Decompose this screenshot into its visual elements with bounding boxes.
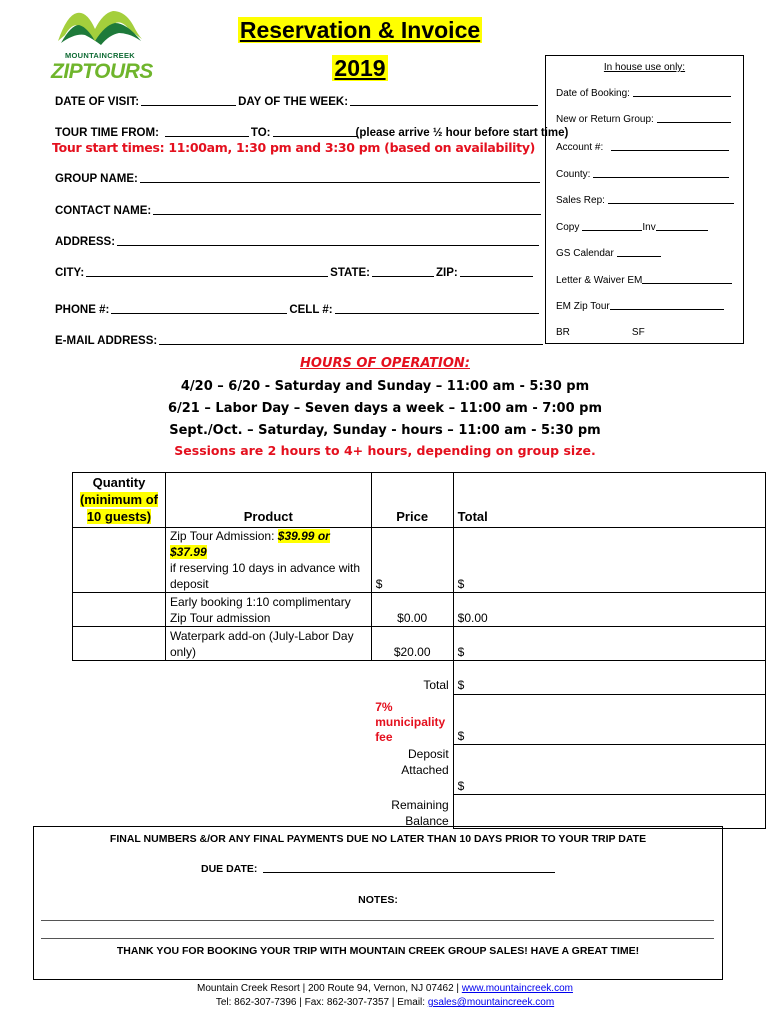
website-link[interactable]: www.mountaincreek.com bbox=[461, 983, 573, 994]
email-link[interactable]: gsales@mountaincreek.com bbox=[427, 997, 555, 1008]
new-or-return-field[interactable]: New or Return Group: bbox=[556, 113, 731, 125]
notes-line-1[interactable] bbox=[41, 920, 714, 921]
notes-line-2[interactable] bbox=[41, 938, 714, 939]
notes-label: NOTES: bbox=[358, 894, 398, 906]
date-of-booking-field[interactable]: Date of Booking: bbox=[556, 87, 731, 99]
product-table bbox=[72, 472, 766, 829]
county-field[interactable]: County: bbox=[556, 168, 729, 180]
address-field[interactable]: ADDRESS: bbox=[55, 235, 541, 248]
quantity-cell[interactable] bbox=[73, 593, 166, 627]
logo-brand-line: MOUNTAINCREEK bbox=[64, 51, 135, 60]
contact-name-field[interactable]: CONTACT NAME: bbox=[55, 204, 543, 217]
account-field[interactable]: Account #: bbox=[556, 141, 729, 153]
mountain-logo-icon bbox=[55, 5, 145, 47]
logo bbox=[51, 5, 153, 87]
total-cell[interactable]: $ bbox=[453, 528, 765, 593]
summary-remaining-value[interactable] bbox=[453, 795, 765, 829]
price-cell: $20.00 bbox=[371, 627, 453, 661]
table-header-row bbox=[73, 473, 766, 528]
product-header: Product bbox=[165, 473, 371, 528]
logo-product-line: ZIPTOURS bbox=[51, 60, 153, 83]
zip-tour-price-highlight: $39.99 or $37.99 bbox=[169, 529, 330, 559]
summary-fee-label: 7% municipality fee bbox=[375, 699, 446, 744]
summary-remaining-row bbox=[73, 795, 766, 829]
em-zip-tour-field[interactable]: EM Zip Tour bbox=[556, 300, 724, 312]
sales-rep-field[interactable]: Sales Rep: bbox=[556, 194, 734, 206]
final-info-box bbox=[33, 826, 723, 980]
final-numbers-note: FINAL NUMBERS &/OR ANY FINAL PAYMENTS DUE NO LATER THAN 10 DAYS PRIOR TO YOUR TRIP DATE bbox=[109, 833, 647, 845]
summary-total-value[interactable]: $ bbox=[453, 661, 765, 695]
copy-inv-field[interactable]: Copy Inv bbox=[556, 221, 708, 233]
summary-fee-row bbox=[73, 695, 766, 745]
hours-heading: HOURS OF OPERATION: bbox=[300, 356, 470, 371]
title-year: 2019 bbox=[334, 55, 386, 81]
group-name-field[interactable]: GROUP NAME: bbox=[55, 172, 542, 185]
title-line-1: Reservation & Invoice bbox=[239, 17, 481, 43]
footer-contact: Tel: 862-307-7396 | Fax: 862-307-7357 | Email: gsales@mountaincreek.com bbox=[215, 997, 555, 1008]
br-sf-row: BR SF bbox=[556, 327, 645, 338]
quantity-header: Quantity (minimum of 10 guests) bbox=[73, 473, 166, 528]
summary-total-label: Total bbox=[423, 678, 449, 692]
table-row bbox=[73, 528, 766, 593]
city-state-zip-field[interactable]: CITY: STATE: ZIP: bbox=[55, 266, 535, 279]
gs-calendar-field[interactable]: GS Calendar bbox=[556, 247, 661, 259]
letter-waiver-field[interactable]: Letter & Waiver EM bbox=[556, 274, 732, 286]
summary-deposit-value[interactable]: $ bbox=[453, 745, 765, 795]
summary-total-row bbox=[73, 661, 766, 695]
summary-fee-value[interactable]: $ bbox=[453, 695, 765, 745]
tour-time-field[interactable]: TOUR TIME FROM: TO: (please arrive ½ hour before start time) bbox=[55, 127, 569, 139]
due-date-field[interactable]: DUE DATE: bbox=[201, 863, 555, 875]
total-header: Total bbox=[453, 473, 765, 528]
product-cell: Waterpark add-on (July-Labor Day only) bbox=[165, 627, 371, 661]
document-title bbox=[230, 14, 490, 84]
price-cell: $0.00 bbox=[371, 593, 453, 627]
date-of-visit-field[interactable]: DATE OF VISIT: DAY OF THE WEEK: bbox=[55, 95, 540, 108]
quantity-cell[interactable] bbox=[73, 627, 166, 661]
thank-you-message: THANK YOU FOR BOOKING YOUR TRIP WITH MOUNTAIN CREEK GROUP SALES! HAVE A GREAT TIME! bbox=[116, 945, 640, 957]
table-row bbox=[73, 627, 766, 661]
summary-remaining-label: Remaining Balance bbox=[391, 797, 449, 828]
footer-address: Mountain Creek Resort | 200 Route 94, Vernon, NJ 07462 | www.mountaincreek.com bbox=[197, 983, 573, 994]
total-cell[interactable]: $ bbox=[453, 627, 765, 661]
total-cell[interactable]: $0.00 bbox=[453, 593, 765, 627]
hours-line-1: 4/20 – 6/20 - Saturday and Sunday – 11:00 am - 5:30 pm bbox=[180, 379, 590, 394]
table-row bbox=[73, 593, 766, 627]
hours-line-2: 6/21 – Labor Day – Seven days a week – 11:00 am - 7:00 pm bbox=[167, 401, 603, 416]
email-field[interactable]: E-MAIL ADDRESS: bbox=[55, 334, 545, 347]
product-cell: Zip Tour Admission: $39.99 or $37.99 if reserving 10 days in advance with deposit bbox=[165, 528, 371, 593]
quantity-cell[interactable] bbox=[73, 528, 166, 593]
phone-cell-field[interactable]: PHONE #: CELL #: bbox=[55, 303, 541, 316]
tour-start-times: Tour start times: 11:00am, 1:30 pm and 3:30 pm (based on availability) bbox=[52, 140, 536, 155]
price-header: Price bbox=[371, 473, 453, 528]
product-cell: Early booking 1:10 complimentary Zip Tour admission bbox=[165, 593, 371, 627]
summary-deposit-row bbox=[73, 745, 766, 795]
in-house-use-box bbox=[545, 55, 744, 344]
sessions-note: Sessions are 2 hours to 4+ hours, depending on group size. bbox=[174, 443, 596, 458]
price-cell: $ bbox=[371, 528, 453, 593]
summary-deposit-label: Deposit Attached bbox=[401, 746, 449, 777]
in-house-heading: In house use only: bbox=[603, 62, 686, 73]
hours-line-3: Sept./Oct. – Saturday, Sunday - hours – 11:00 am - 5:30 pm bbox=[169, 423, 601, 438]
